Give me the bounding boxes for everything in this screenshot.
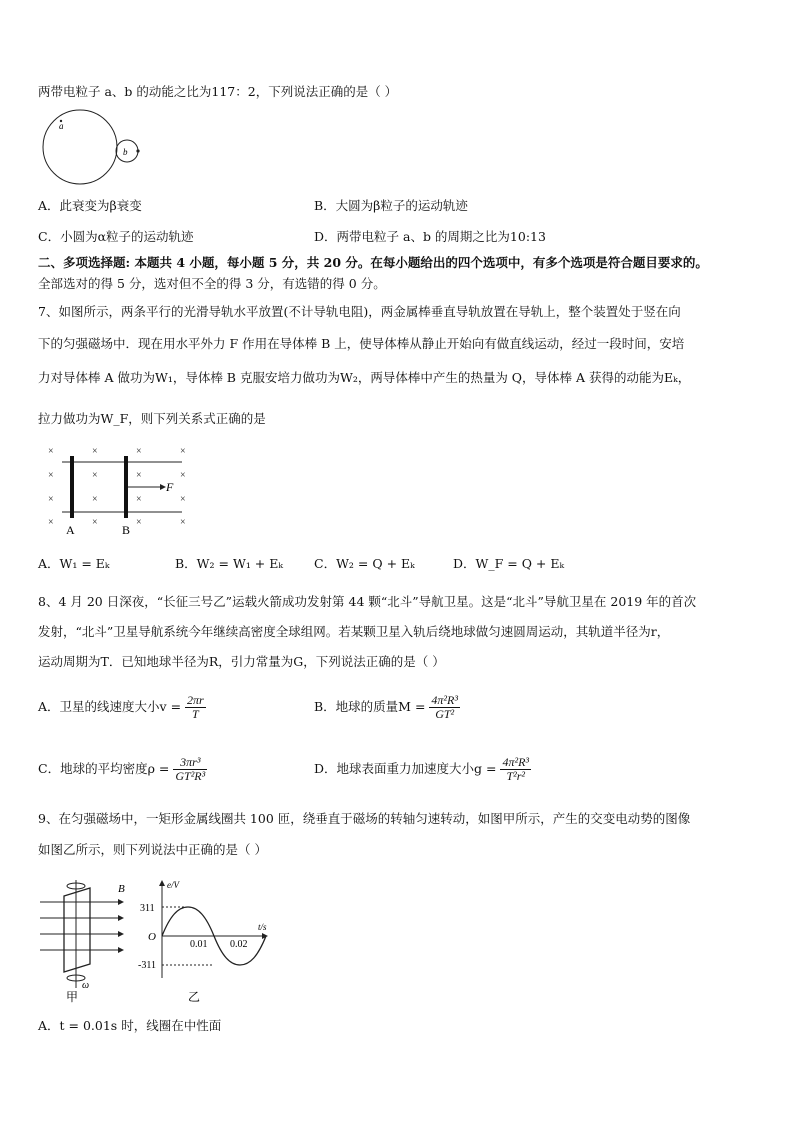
q8-option-c[interactable] <box>38 756 207 783</box>
q6-figure <box>40 108 150 188</box>
q9-chart-yi <box>140 878 290 1003</box>
q7-figure <box>42 442 202 542</box>
svg-text:×: × <box>92 470 98 481</box>
svg-text:×: × <box>92 446 98 457</box>
q8-option-d-fraction <box>500 756 531 783</box>
q8-line2: 发射，“北斗”卫星导航系统今年继续高密度全球组网。若某颗卫星入轨后绕地球做匀速圆周运动，其轨道半径为r， <box>38 624 670 639</box>
q6-option-a[interactable]: A．此衰变为β衰变 <box>38 198 142 213</box>
q7-line3: 力对导体棒 A 做功为W₁，导体棒 B 克服安培力做功为W₂，两导体棒中产生的热量为 Q，导体棒 A 获得的动能为Eₖ， <box>38 370 691 385</box>
q8-option-b-fraction <box>429 694 460 721</box>
fraction-numerator: 4π²R³ <box>431 693 458 707</box>
q9-line2: 如图乙所示，则下列说法中正确的是（ ） <box>38 842 267 857</box>
fraction-denominator: GT² <box>435 707 455 721</box>
decay-point <box>136 149 139 152</box>
q6-option-c[interactable]: C．小圆为α粒子的运动轨迹 <box>38 229 194 244</box>
svg-text:×: × <box>92 494 98 505</box>
q8-option-a-fraction <box>185 694 206 721</box>
q8-option-c-fraction <box>173 756 207 783</box>
q7-option-b[interactable]: B．W₂ = W₁ + Eₖ <box>175 556 283 571</box>
large-circle-track <box>43 110 117 184</box>
svg-text:×: × <box>48 470 54 481</box>
y-min-label: -311 <box>138 960 156 971</box>
caption-jia: 甲 <box>66 990 79 1004</box>
svg-text:×: × <box>136 446 142 457</box>
y-axis-arrow <box>159 880 165 886</box>
section2-heading: 二、多项选择题: 本题共 4 小题，每小题 5 分，共 20 分。在每小题给出的四个选项中，有多个选项是符合题目要求的。 <box>38 255 708 270</box>
caption-yi: 乙 <box>188 990 201 1004</box>
field-label: B <box>118 883 125 895</box>
rod-a <box>70 456 74 518</box>
q8-option-a[interactable] <box>38 694 206 721</box>
q8-line1: 8、4 月 20 日深夜，“长征三号乙”运载火箭成功发射第 44 颗“北斗”导航卫星。这是“北斗”导航卫星在 2019 年的首次 <box>38 594 697 609</box>
label-b: b <box>123 147 128 157</box>
q8-option-a-text: A．卫星的线速度大小v = <box>38 699 182 714</box>
svg-text:×: × <box>92 517 98 528</box>
fraction-numerator: 4π²R³ <box>502 755 530 769</box>
q6-option-b[interactable]: B．大圆为β粒子的运动轨迹 <box>314 198 468 213</box>
x-axis-label: t/s <box>258 922 267 932</box>
fraction-numerator: 2πr <box>187 693 204 707</box>
fraction-denominator: GT²R³ <box>175 769 206 783</box>
label-a: a <box>59 121 64 131</box>
q7-line4: 拉力做功为W_F，则下列关系式正确的是 <box>38 411 266 426</box>
fraction-denominator: T²r² <box>506 769 526 783</box>
q9-option-a[interactable]: A．t = 0.01s 时，线圈在中性面 <box>38 1018 222 1033</box>
svg-text:×: × <box>180 517 186 528</box>
field-lines <box>40 902 118 950</box>
coil-rectangle <box>64 888 90 972</box>
svg-text:×: × <box>136 494 142 505</box>
q8-line3: 运动周期为T．已知地球半径为R，引力常量为G，下列说法正确的是（ ） <box>38 654 445 669</box>
q7-line1: 7、如图所示，两条平行的光滑导轨水平放置(不计导轨电阻)，两金属棒垂直导轨放置在导轨上，整个装置处于竖在向 <box>38 304 681 319</box>
q6-option-d[interactable]: D．两带电粒子 a、b 的周期之比为10:13 <box>314 229 546 244</box>
svg-text:×: × <box>136 517 142 528</box>
q6-stem: 两带电粒子 a、b 的动能之比为117：2，下列说法正确的是（ ） <box>38 84 398 99</box>
rod-b <box>124 456 128 518</box>
x-tick-2: 0.02 <box>230 939 248 950</box>
q9-line1: 9、在匀强磁场中，一矩形金属线圈共 100 匝，绕垂直于磁场的转轴匀速转动，如图甲所示，产生的交变电动势的图像 <box>38 811 691 826</box>
svg-text:×: × <box>180 494 186 505</box>
q8-option-d[interactable] <box>314 756 531 783</box>
fraction-numerator: 3πr³ <box>173 756 207 770</box>
y-max-label: 311 <box>140 903 155 914</box>
q7-option-c[interactable]: C．W₂ = Q + Eₖ <box>314 556 415 571</box>
svg-text:×: × <box>48 494 54 505</box>
q8-option-b[interactable] <box>314 694 460 721</box>
svg-text:×: × <box>180 470 186 481</box>
force-label: F <box>166 480 174 494</box>
q7-option-a[interactable]: A．W₁ = Eₖ <box>38 556 110 571</box>
svg-text:×: × <box>48 446 54 457</box>
svg-text:×: × <box>180 446 186 457</box>
y-axis-label: e/V <box>167 880 179 890</box>
q7-option-d[interactable]: D．W_F = Q + Eₖ <box>453 556 565 571</box>
q8-option-c-text: C．地球的平均密度ρ = <box>38 761 170 776</box>
origin-label: O <box>148 931 156 943</box>
fraction-denominator: T <box>192 707 199 721</box>
q7-line2: 下的匀强磁场中．现在用水平外力 F 作用在导体棒 B 上，使导体棒从静止开始向有做直线运动，经过一段时间，安培 <box>38 336 685 351</box>
omega-label: ω <box>82 980 90 991</box>
q8-option-b-text: B．地球的质量M = <box>314 699 426 714</box>
section2-scoring: 全部选对的得 5 分，选对但不全的得 3 分，有选错的得 0 分。 <box>38 276 386 291</box>
rod-a-label: A <box>66 523 75 537</box>
x-tick-1: 0.01 <box>190 939 208 950</box>
rod-b-label: B <box>122 523 131 537</box>
svg-text:×: × <box>48 517 54 528</box>
svg-text:×: × <box>136 470 142 481</box>
q8-option-d-text: D．地球表面重力加速度大小g = <box>314 761 497 776</box>
q9-figure-jia <box>38 878 138 1003</box>
